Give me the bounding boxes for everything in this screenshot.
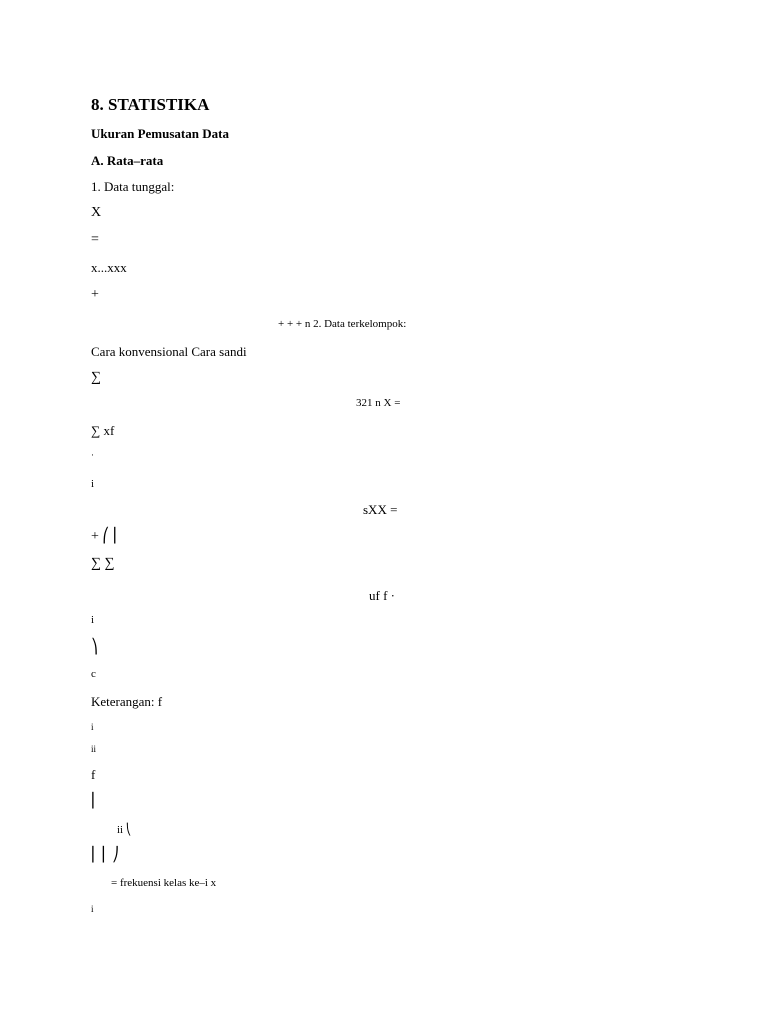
list-item-data-tunggal: 1. Data tunggal: [91, 179, 175, 194]
bar-symbol: ⎜ [91, 794, 98, 809]
subscript-i: i [91, 478, 95, 490]
c-symbol: c [91, 668, 96, 680]
subscript-ii: ii [91, 744, 97, 754]
section-heading-a: A. Rata–rata [91, 153, 164, 168]
plus-line-data-terkelompok: + + + n 2. Data terkelompok: [278, 318, 407, 330]
plus-paren-symbol: + ⎛ ⎜ [91, 529, 120, 544]
f-symbol: f [91, 767, 96, 782]
keterangan-line: Keterangan: f [91, 694, 163, 709]
frekuensi-line: = frekuensi kelas ke–i x [111, 877, 217, 889]
subscript-i: i [91, 722, 94, 732]
bars-paren-symbol: ⎜ ⎜ ⎠ [91, 848, 119, 863]
x-symbol: X [91, 205, 102, 220]
formula-coded: sXX = [363, 502, 398, 517]
methods-line: Cara konvensional Cara sandi [91, 344, 247, 359]
double-sum-icon: ∑ ∑ [91, 556, 115, 571]
sum-xf: ∑ xf [91, 423, 115, 438]
paren-right-symbol: ⎞ [91, 640, 98, 655]
formula-mean-single: 321 n X = [356, 397, 401, 409]
subtitle: Ukuran Pemusatan Data [91, 126, 229, 141]
dot-symbol: · [91, 450, 94, 460]
subscript-i: i [91, 904, 94, 914]
equals-symbol: = [91, 232, 99, 247]
plus-symbol: + [91, 287, 99, 302]
sum-icon: ∑ [91, 370, 101, 385]
x-series: x...xxx [91, 260, 127, 275]
ii-paren: ii ⎝ [117, 824, 132, 836]
formula-uf: uf f · [369, 588, 395, 603]
page-title: 8. STATISTIKA [91, 95, 210, 114]
subscript-i: i [91, 614, 95, 626]
